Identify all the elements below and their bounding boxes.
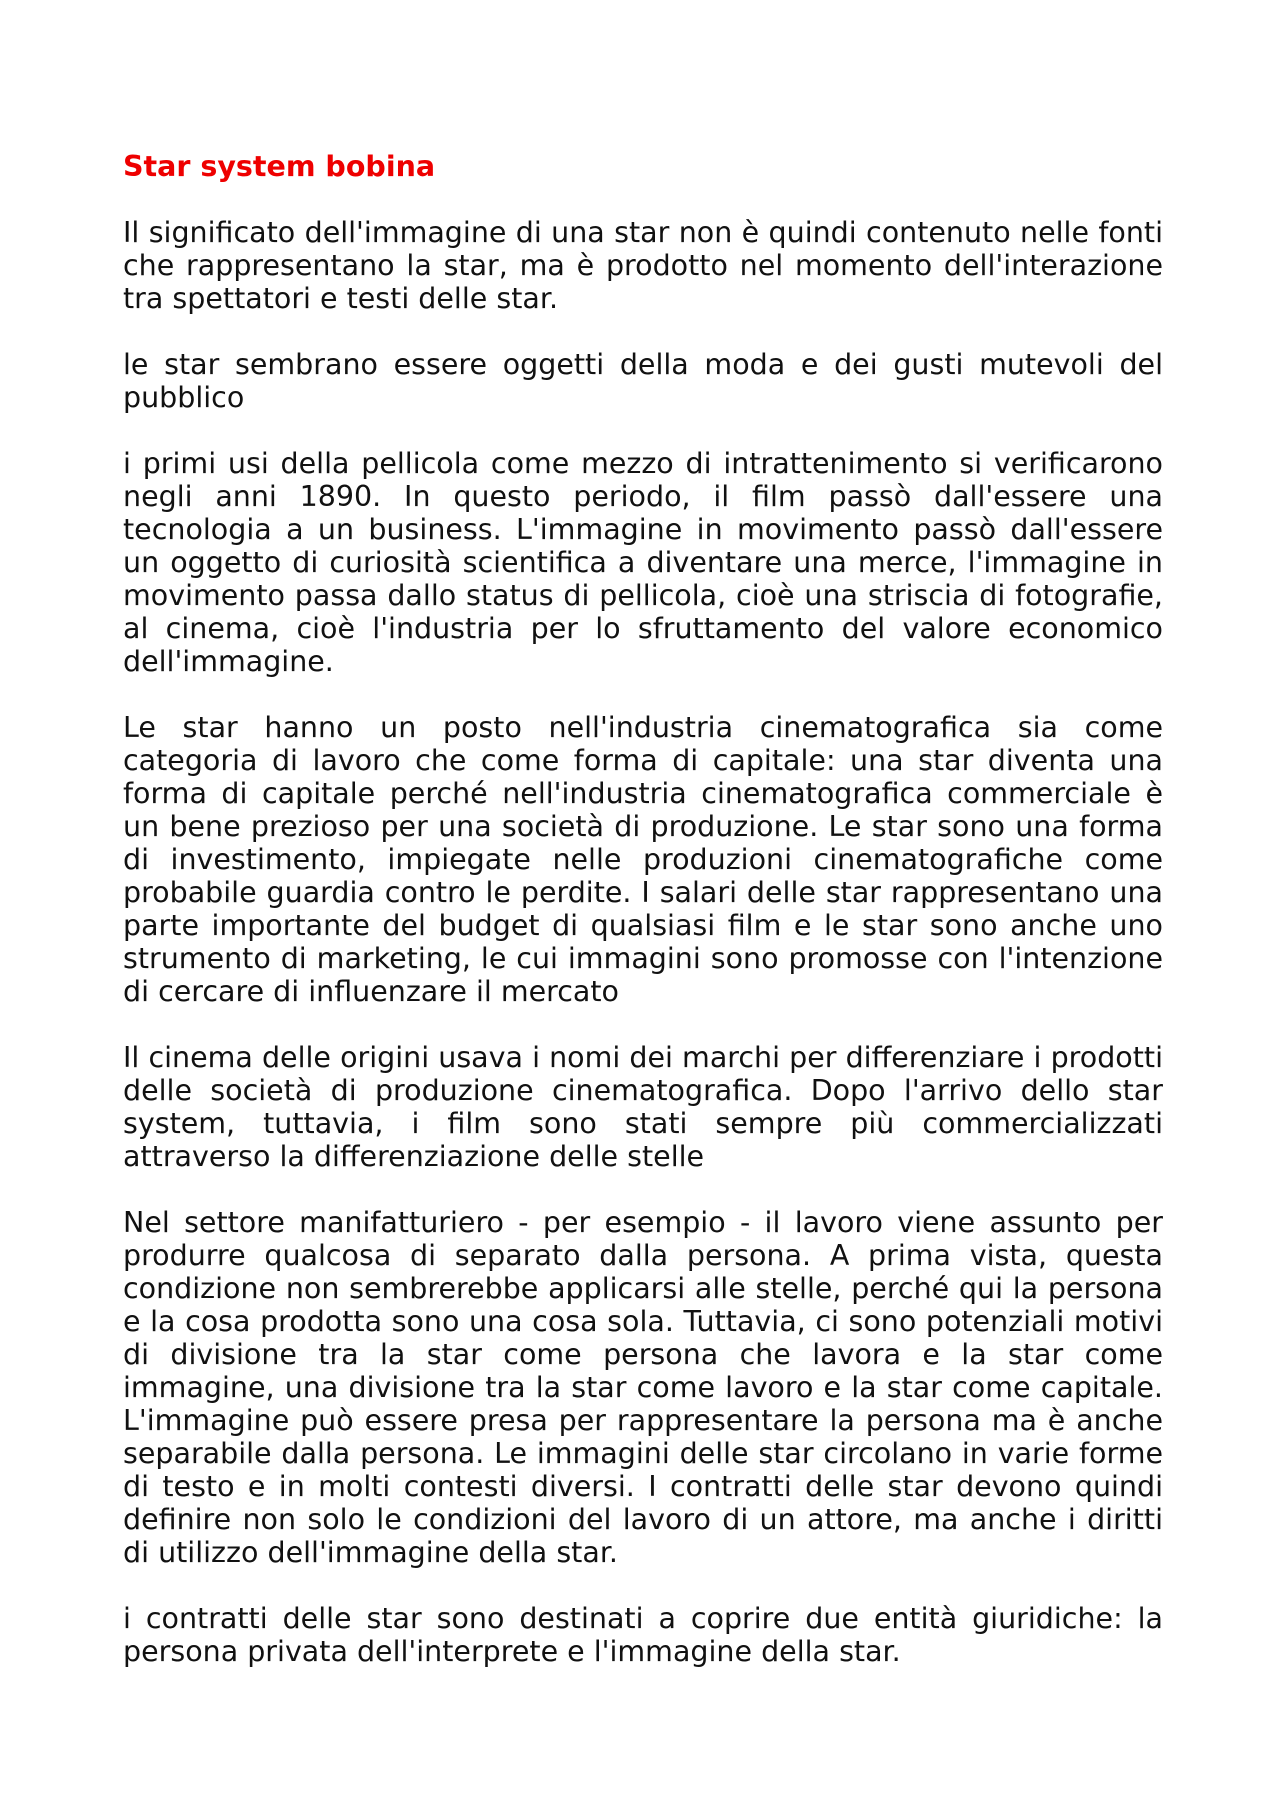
paragraph-4: Le star hanno un posto nell'industria cinematografica sia come categoria di lavoro che come forma di capitale: una star diventa una forma di capitale perché nell'industria cinematografica commerciale è un bene prezioso per una società di produzione. Le star sono una forma di investimento, impiegate nelle produzioni cinematografiche come probabile guardia contro le perdite. I salari delle star rappresentano una parte importante del budget di qualsiasi film e le star sono anche uno strumento di marketing, le cui immagini sono promosse con l'intenzione di cercare di influenzare il mercato bbox=[123, 711, 1163, 1008]
paragraph-2: le star sembrano essere oggetti della moda e dei gusti mutevoli del pubblico bbox=[123, 348, 1163, 414]
paragraph-6: Nel settore manifatturiero - per esempio - il lavoro viene assunto per produrre qualcosa di separato dalla persona. A prima vista, questa condizione non sembrerebbe applicarsi alle stelle, perché qui la persona e la cosa prodotta sono una cosa sola. Tuttavia, ci sono potenziali motivi di divisione tra la star come persona che lavora e la star come immagine, una divisione tra la star come lavoro e la star come capitale. L'immagine può essere presa per rappresentare la persona ma è anche separabile dalla persona. Le immagini delle star circolano in varie forme di testo e in molti contesti diversi. I contratti delle star devono quindi definire non solo le condizioni del lavoro di un attore, ma anche i diritti di utilizzo dell'immagine della star. bbox=[123, 1206, 1163, 1569]
paragraph-1: Il significato dell'immagine di una star non è quindi contenuto nelle fonti che rappresentano la star, ma è prodotto nel momento dell'interazione tra spettatori e testi delle star. bbox=[123, 216, 1163, 315]
document-title: Star system bobina bbox=[123, 150, 436, 183]
paragraph-5: Il cinema delle origini usava i nomi dei marchi per differenziare i prodotti delle società di produzione cinematografica. Dopo l'arrivo dello star system, tuttavia, i film sono stati sempre più commercializzati attraverso la differenziazione delle stelle bbox=[123, 1041, 1163, 1173]
document-page bbox=[123, 150, 1163, 1701]
paragraph-7: i contratti delle star sono destinati a coprire due entità giuridiche: la persona privata dell'interprete e l'immagine della star. bbox=[123, 1602, 1163, 1668]
paragraph-3: i primi usi della pellicola come mezzo di intrattenimento si verificarono negli anni 1890. In questo periodo, il film passò dall'essere una tecnologia a un business. L'immagine in movimento passò dall'essere un oggetto di curiosità scientifica a diventare una merce, l'immagine in movimento passa dallo status di pellicola, cioè una striscia di fotografie, al cinema, cioè l'industria per lo sfruttamento del valore economico dell'immagine. bbox=[123, 447, 1163, 678]
